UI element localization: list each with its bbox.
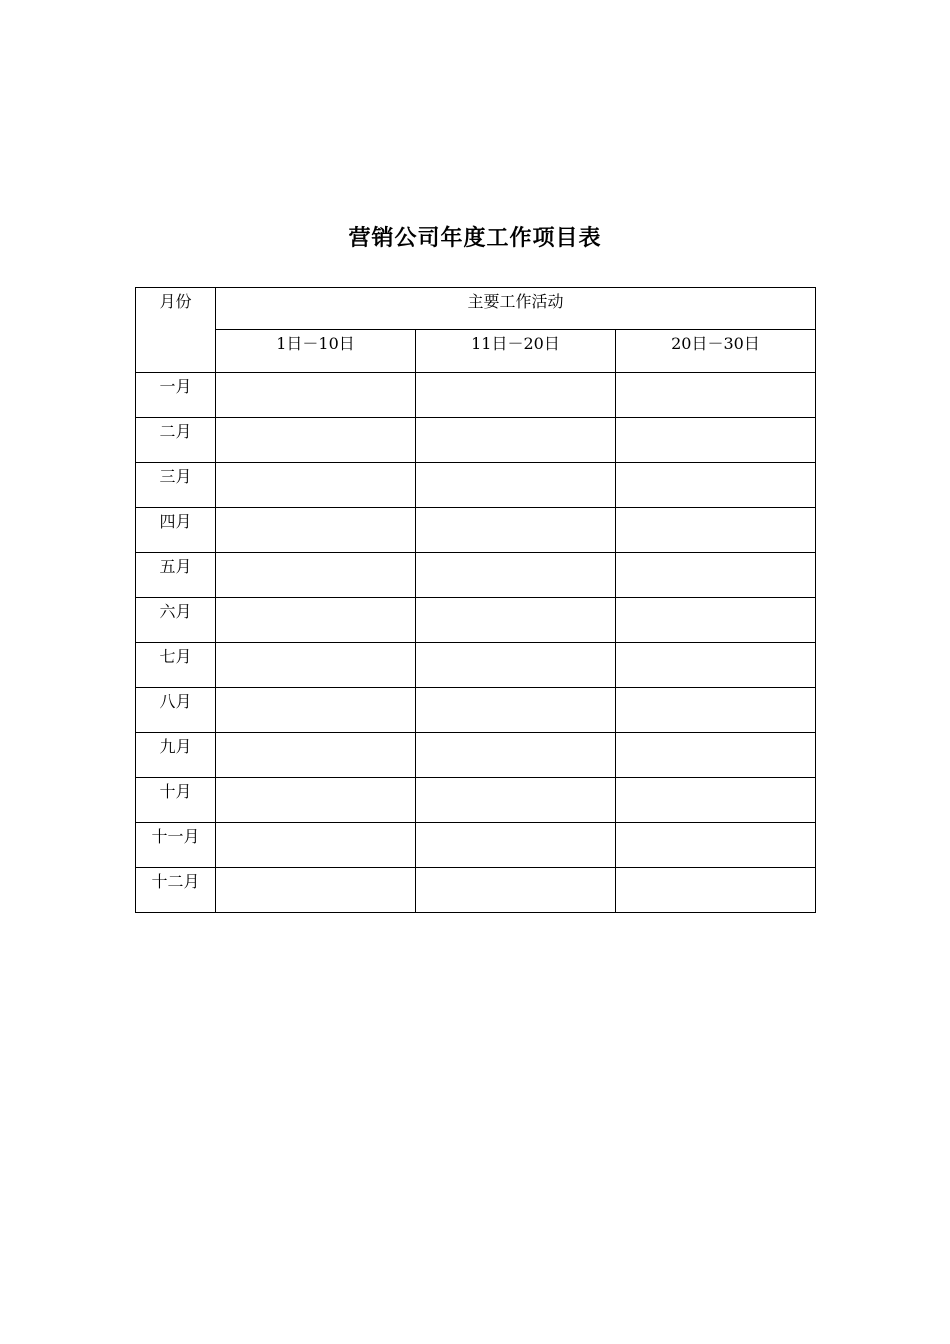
activity-header-cell — [216, 288, 816, 330]
month-label: 四月 — [159, 512, 192, 531]
activity-cell[interactable] — [416, 553, 616, 598]
table-row — [136, 868, 816, 913]
activity-cell[interactable] — [616, 463, 816, 508]
activity-cell[interactable] — [216, 733, 416, 778]
activity-cell[interactable] — [616, 778, 816, 823]
month-cell — [136, 463, 216, 508]
activity-cell[interactable] — [416, 373, 616, 418]
month-label: 十二月 — [151, 872, 200, 891]
table-row — [136, 823, 816, 868]
activity-cell[interactable] — [216, 688, 416, 733]
month-label: 五月 — [159, 557, 192, 576]
activity-cell[interactable] — [416, 778, 616, 823]
activity-cell[interactable] — [616, 598, 816, 643]
month-cell — [136, 688, 216, 733]
activity-cell[interactable] — [616, 643, 816, 688]
activity-cell[interactable] — [616, 553, 816, 598]
month-label: 九月 — [159, 737, 192, 756]
month-label: 七月 — [159, 647, 192, 666]
page-title: 营销公司年度工作项目表 — [348, 226, 602, 251]
activity-cell[interactable] — [216, 598, 416, 643]
period-header: 1日－10日 — [276, 334, 355, 353]
activity-cell[interactable] — [216, 643, 416, 688]
month-cell — [136, 508, 216, 553]
activity-cell[interactable] — [216, 373, 416, 418]
table-row — [136, 778, 816, 823]
month-cell — [136, 868, 216, 913]
activity-cell[interactable] — [616, 733, 816, 778]
table-row — [136, 553, 816, 598]
header-row-1 — [136, 288, 816, 330]
activity-cell[interactable] — [616, 373, 816, 418]
period-header: 11日－20日 — [471, 334, 560, 353]
activity-cell[interactable] — [416, 643, 616, 688]
period-header-cell — [616, 330, 816, 373]
activity-cell[interactable] — [416, 463, 616, 508]
month-cell — [136, 373, 216, 418]
month-header: 月份 — [159, 292, 192, 311]
period-header: 20日－30日 — [671, 334, 760, 353]
activity-cell[interactable] — [416, 733, 616, 778]
month-cell — [136, 733, 216, 778]
table-row — [136, 688, 816, 733]
header-row-2 — [136, 330, 816, 373]
month-label: 六月 — [159, 602, 192, 621]
month-cell — [136, 418, 216, 463]
activity-cell[interactable] — [216, 553, 416, 598]
table-row — [136, 508, 816, 553]
month-label: 三月 — [159, 467, 192, 486]
work-plan-table-body — [136, 288, 816, 913]
activity-cell[interactable] — [416, 868, 616, 913]
month-label: 一月 — [159, 377, 192, 396]
month-cell — [136, 643, 216, 688]
activity-cell[interactable] — [616, 418, 816, 463]
table-row — [136, 643, 816, 688]
activity-cell[interactable] — [216, 868, 416, 913]
activity-cell[interactable] — [616, 508, 816, 553]
table-row — [136, 373, 816, 418]
activity-cell[interactable] — [216, 463, 416, 508]
month-cell — [136, 553, 216, 598]
activity-cell[interactable] — [216, 778, 416, 823]
activity-cell[interactable] — [416, 598, 616, 643]
activity-cell[interactable] — [616, 868, 816, 913]
month-cell — [136, 598, 216, 643]
activity-cell[interactable] — [216, 418, 416, 463]
work-plan-table — [135, 287, 816, 913]
activity-cell[interactable] — [416, 823, 616, 868]
month-label: 二月 — [159, 422, 192, 441]
table-row — [136, 463, 816, 508]
activity-cell[interactable] — [416, 508, 616, 553]
month-label: 十一月 — [151, 827, 200, 846]
month-header-cell — [136, 288, 216, 373]
activity-cell[interactable] — [416, 688, 616, 733]
month-cell — [136, 778, 216, 823]
activity-cell[interactable] — [216, 508, 416, 553]
table-row — [136, 598, 816, 643]
month-cell — [136, 823, 216, 868]
activity-cell[interactable] — [616, 823, 816, 868]
activity-cell[interactable] — [216, 823, 416, 868]
period-header-cell — [416, 330, 616, 373]
activity-cell[interactable] — [416, 418, 616, 463]
table-row — [136, 418, 816, 463]
activity-cell[interactable] — [616, 688, 816, 733]
period-header-cell — [216, 330, 416, 373]
table-row — [136, 733, 816, 778]
month-label: 十月 — [159, 782, 192, 801]
activity-header: 主要工作活动 — [467, 292, 564, 311]
month-label: 八月 — [159, 692, 192, 711]
